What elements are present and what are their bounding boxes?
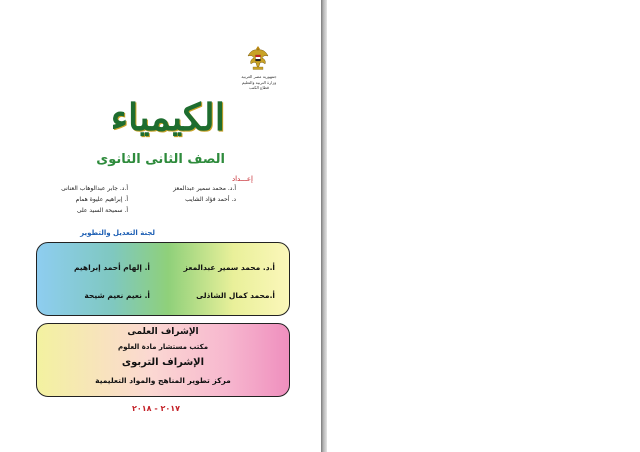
committee-member: أ. إلهام أحمد إبراهيم (73, 263, 150, 272)
book-title: الكيمياء (110, 95, 225, 139)
ministry-lines (232, 74, 286, 91)
supervision-box (36, 323, 290, 397)
academic-year: ٢٠١٧ - ٢٠١٨ (132, 404, 180, 413)
preparation-heading: إعـــداد (231, 175, 253, 183)
eagle-emblem-icon (247, 45, 269, 71)
author-name: أ.د. جابر عبدالوهاب العنانى (61, 185, 128, 192)
ministry-line: جمهورية مصر العربية (241, 74, 277, 79)
committee-member: أ. نعيم نعيم شيحة (84, 291, 150, 300)
scientific-supervision-heading: الإشراف العلمى (127, 327, 199, 337)
committee-member: أ.د. محمد سمير عبدالمعز (183, 263, 275, 272)
page-edge-shadow (321, 0, 327, 452)
author-name: أ. سميحة السيد على (76, 207, 128, 214)
educational-supervision-heading: الإشراف التربوى (121, 357, 205, 368)
author-name: أ.د. محمد سمير عبدالمعز (173, 185, 236, 192)
committee-heading: لجنة التعديل والتطوير (80, 229, 155, 237)
author-name: أ. إبراهيم عليوة همام (75, 196, 128, 203)
educational-supervision-center: مركز تطوير المناهج والمواد التعليمية (95, 376, 231, 385)
ministry-line: قطاع الكتب (249, 85, 269, 90)
committee-member: أ.محمد كمال الشاذلى (196, 291, 275, 300)
author-name: د. أحمد فؤاد الشايب (185, 196, 236, 203)
scientific-supervision-office: مكتب مستشار مادة العلوم (117, 343, 209, 351)
ministry-line: وزارة التربية والتعليم (241, 79, 277, 85)
committee-box (36, 242, 290, 316)
grade-label: الصف الثانى الثانوى (96, 152, 225, 167)
